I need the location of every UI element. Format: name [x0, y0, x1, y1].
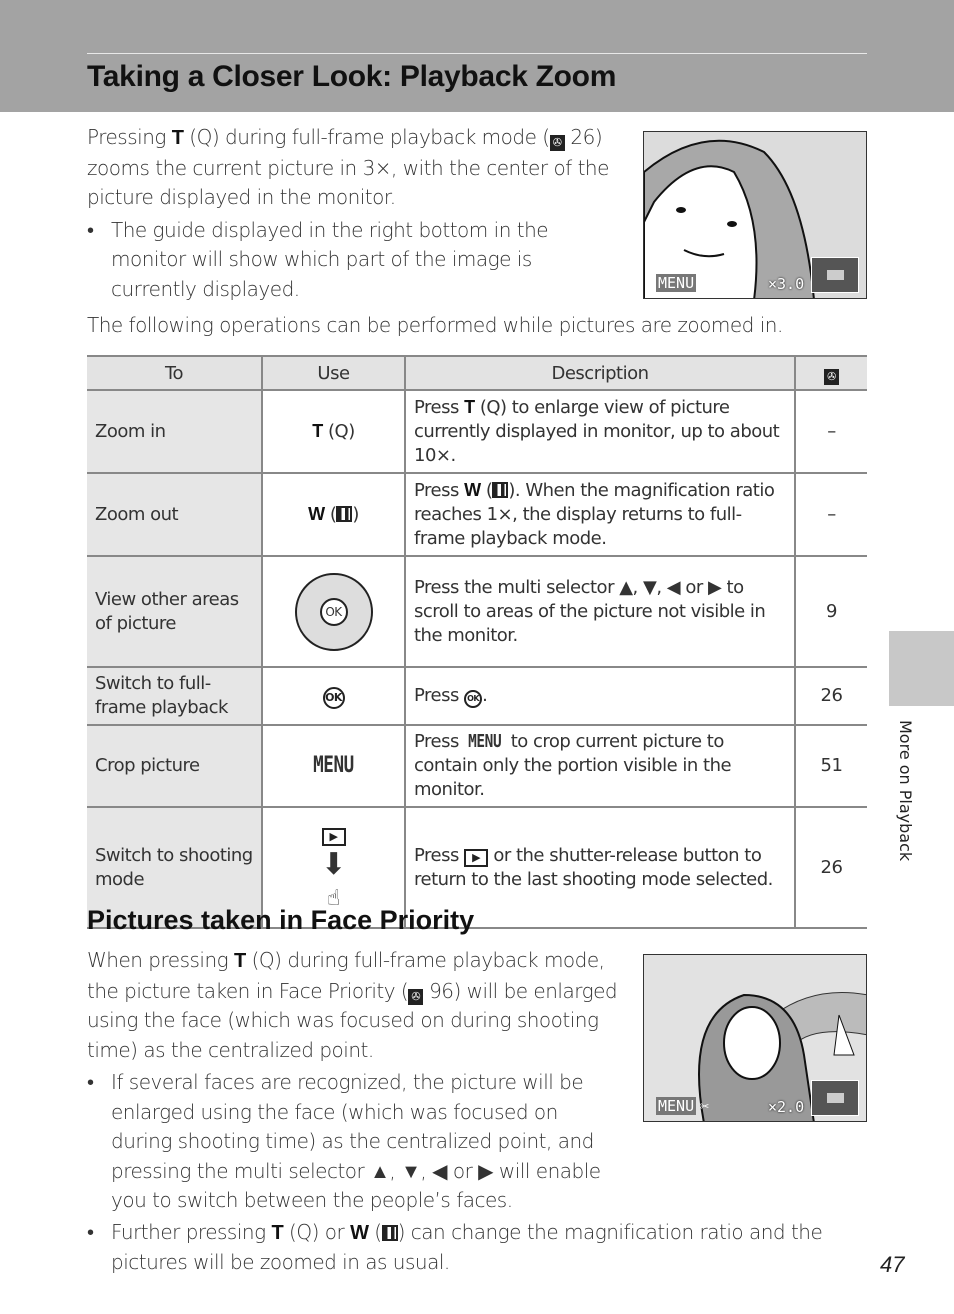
face-bullet-2 [87, 1218, 867, 1278]
t-button-label: T [234, 950, 246, 972]
text: to crop current picture to contain only the portion visible in the monitor. [414, 731, 732, 800]
text: 26) zooms the current picture in 3×, with the center of the picture displayed in the monitor. [87, 125, 609, 209]
magnifier-icon: Q [196, 125, 212, 149]
zoom-ratio: ×2.0 [768, 1098, 805, 1116]
t-button-label: T [312, 421, 323, 441]
table-row [87, 725, 867, 807]
section-tab [889, 631, 954, 706]
t-button-label: T [464, 397, 475, 417]
header-rule [87, 53, 867, 54]
magnifier-icon: Q [258, 948, 275, 972]
text: ( [245, 948, 259, 972]
text: to enlarge view of picture currently displayed in monitor, up to about 10×. [414, 397, 780, 466]
row-to: View other areas of picture [87, 556, 262, 667]
text: ) or [311, 1219, 351, 1244]
magnifier-icon: Q [296, 1219, 312, 1244]
zoom-guide [811, 257, 859, 293]
intro-bullet: • The guide displayed in the right bottom in the monitor will show which part of the image is currently displayed. [87, 216, 622, 305]
thumbnail-icon [492, 482, 508, 498]
text: ) during full-frame playback mode ( [211, 125, 550, 149]
ok-button-icon: OK [323, 687, 345, 709]
row-page: 26 [795, 807, 867, 928]
side-tab-label: More on Playback [896, 720, 915, 862]
text: ) during full-frame playback mode, the picture taken in Face Priority ( [87, 948, 605, 1003]
reference-icon: ✇ [824, 369, 839, 385]
text: When pressing [87, 948, 235, 972]
ok-center: OK [320, 598, 348, 626]
header-band [0, 0, 954, 112]
thumbnail-icon [382, 1225, 398, 1241]
zoom-ratio: ×3.0 [768, 275, 805, 293]
down-arrow-icon: ⬇ [321, 847, 346, 882]
text: ( [368, 1219, 382, 1244]
zoom-guide [811, 1080, 859, 1116]
row-use [262, 725, 405, 807]
menu-button-label: MENU [468, 731, 502, 752]
t-button-label: T [271, 1221, 284, 1244]
page-title: Taking a Closer Look: Playback Zoom [87, 60, 617, 93]
menu-overlay: MENU [658, 274, 695, 292]
text: Press [414, 731, 465, 752]
row-page: 9 [795, 556, 867, 667]
row-use: T (Q) [262, 390, 405, 473]
col-use: Use [262, 356, 405, 390]
zoomed-photo-example [643, 131, 867, 299]
text: Pressing [87, 125, 172, 149]
w-button-label: W [350, 1221, 369, 1244]
table-row [87, 556, 867, 667]
col-description: Description [405, 356, 795, 390]
text: or the shutter-release button to return to the last shooting mode selected. [414, 844, 773, 890]
text: ( [183, 125, 197, 149]
text: Press [414, 397, 465, 418]
text: . [482, 685, 488, 706]
row-use [262, 667, 405, 725]
operations-intro: The following operations can be performed while pictures are zoomed in. [87, 313, 783, 337]
col-reference [795, 356, 867, 390]
t-button-label: T [171, 127, 184, 149]
text: Press [414, 480, 465, 501]
ok-button-icon: OK [464, 690, 482, 708]
menu-button-label: MENU [313, 752, 354, 778]
w-button-label: W [464, 480, 481, 500]
row-to: Zoom in [87, 390, 262, 473]
table-row [87, 667, 867, 725]
crop-scissors-icon: ✂ [700, 274, 710, 292]
table-row [87, 390, 867, 473]
row-to: Zoom out [87, 473, 262, 556]
row-description: Press the multi selector ▲, ▼, ◀ or ▶ to scroll to areas of the picture not visible in the monitor. [405, 556, 795, 667]
row-description: Press W ( ). When the magnification ratio reaches 1×, the display returns to full-frame playback mode. [405, 473, 795, 556]
text: Press [414, 844, 465, 866]
row-description [405, 667, 795, 725]
reference-icon: ✇ [408, 989, 423, 1005]
row-use [262, 556, 405, 667]
operations-table [87, 355, 867, 929]
row-page: 51 [795, 725, 867, 807]
menu-overlay: MENU [658, 1097, 695, 1115]
text: Further pressing [111, 1219, 272, 1244]
row-page: – [795, 390, 867, 473]
row-use: W ( ) [262, 473, 405, 556]
magnifier-icon: Q [334, 421, 349, 442]
table-row [87, 473, 867, 556]
text: 96) will be enlarged using the face (which was focused on during shooting time) as the centralized point. [87, 978, 618, 1062]
row-to: Switch to shooting mode [87, 807, 262, 928]
text: ( [283, 1219, 297, 1244]
row-description: Press T (Q) to enlarge view of picture currently displayed in monitor, up to about 10×. [405, 390, 795, 473]
playback-button-icon: ▶ [464, 849, 488, 867]
face-paragraph [87, 946, 627, 1065]
row-page: – [795, 473, 867, 556]
face-priority-photo-example [643, 954, 867, 1122]
section-title: Pictures taken in Face Priority [87, 905, 475, 935]
col-to: To [87, 356, 262, 390]
reference-icon: ✇ [550, 135, 565, 151]
magnifier-icon: Q [486, 397, 501, 418]
row-description [405, 725, 795, 807]
page-number: 47 [880, 1252, 905, 1277]
thumbnail-icon [336, 506, 352, 522]
text: Press [414, 685, 465, 706]
row-to: Switch to full-frame playback [87, 667, 262, 725]
crop-scissors-icon: ✂ [700, 1097, 710, 1115]
row-to: Crop picture [87, 725, 262, 807]
playback-button-icon: ▶ [322, 828, 346, 846]
intro-paragraph [87, 123, 627, 304]
shutter-press-icon: ☝ [327, 886, 340, 911]
text: . When the magnification ratio reaches 1×, the display returns to full-frame playback mode. [414, 480, 775, 549]
text: ) can change the magnification ratio and the pictures will be zoomed in as usual. [111, 1219, 823, 1274]
text: If several faces are recognized, the picture will be enlarged using the face (which was focused on during shooting time) as the centralized point, and pressing the multi selector ▲, ▼, ◀ or ▶ will enable you to switch between the people’s faces. [111, 1070, 601, 1212]
w-button-label: W [308, 504, 325, 524]
row-page: 26 [795, 667, 867, 725]
table-header-row [87, 356, 867, 390]
multi-selector-icon [295, 573, 373, 651]
